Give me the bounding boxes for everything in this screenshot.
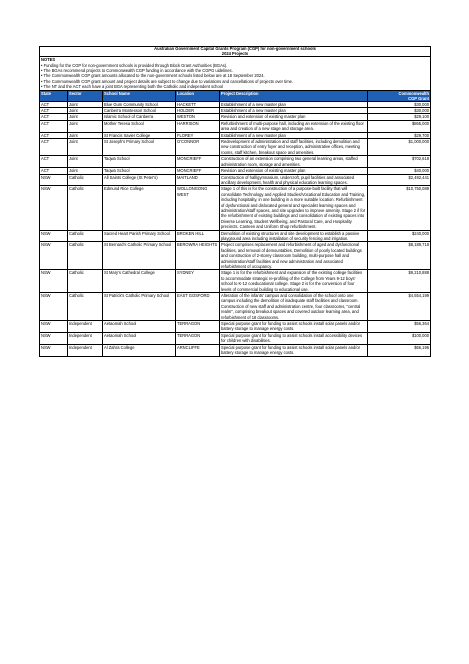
table-title-row: [40, 47, 431, 57]
cell-school-name: St Patrick's Catholic Primary School: [103, 293, 176, 321]
cell-location: SYDNEY: [176, 270, 220, 293]
table-row: [40, 174, 431, 186]
cell-project-description: Demolition of existing structures and site development to establish a passive playground area including installation of security fencing and irrigation.: [220, 230, 368, 242]
cell-state: NSW: [40, 332, 68, 344]
cell-state: NSW: [40, 293, 68, 321]
cell-grant: $240,000: [368, 230, 431, 242]
cell-grant: $100,000: [368, 332, 431, 344]
header-grant-line2: CGP Grant: [408, 95, 430, 101]
cell-project-description: Construction of hall/gymnasium, undercroft, pupil facilities and associated ancillary development, health and physical education learning spaces.: [220, 174, 368, 186]
cell-sector: Catholic: [68, 270, 103, 293]
notes-block: [40, 57, 431, 90]
header-project-description: Project Description: [220, 90, 368, 101]
cell-project-description: Establishment of a new master plan: [220, 108, 368, 114]
table-row: [40, 120, 431, 132]
cell-location: HACKETT: [176, 101, 220, 107]
cell-project-description: Stage 1 of this is for the construction of a purpose-built facility that will consolidate Technology and Applied Studies/Vocational Education and Training, including hospitality, in one building in a more suitable location. Refurbishment of dysfunctional and dislocated general and specialist learning spaces and administration/staff spaces, and site upgrades to improve amenity. Stage 2 if for the refurbishment of existing buildings and consolidation of existing spaces into Diverse Learning, Student Wellbeing, and Pastoral Care, and Hospitality precincts. Canteen and Uniform Shop refurbishment.: [220, 186, 368, 230]
cell-state: NSW: [40, 174, 68, 186]
cell-grant: $29,700: [368, 132, 431, 138]
cell-grant: $66,196: [368, 344, 431, 356]
cell-location: WOLLONGONG WEST: [176, 186, 220, 230]
cell-location: HOLDER: [176, 108, 220, 114]
cell-school-name: Taqwa School: [103, 156, 176, 168]
note-item: • The Commonwealth CGP grant amount and project details are subject to change due to variations and cancellations of projects over time.: [41, 78, 294, 84]
projects-table: [39, 46, 431, 357]
cell-sector: Joint: [68, 139, 103, 156]
cell-grant: $4,554,199: [368, 293, 431, 321]
cell-grant: $56,364: [368, 321, 431, 333]
cell-project-description: Refurbishment of multi-purpose hall, including an extension of the existing floor area and creation of a new stage and storage area.: [220, 120, 368, 132]
cell-location: WESTON: [176, 114, 220, 120]
cell-school-name: Canberra Montessori School: [103, 108, 176, 114]
cell-sector: Catholic: [68, 174, 103, 186]
cell-grant: $702,618: [368, 156, 431, 168]
header-grant: [368, 90, 431, 101]
cell-location: FLOREY: [176, 132, 220, 138]
cell-project-description: Revision and extension of existing master plan: [220, 168, 368, 174]
table-row: [40, 321, 431, 333]
cell-project-description: Project comprises replacement and refurbishment of aged and dysfunctional facilities, and removal of demountables. Demolition of poorly located buildings and construction of 2-storey classroom building, multi-purpose hall and administration/staff facilities and new administration and associated refurbishment of occupancy.: [220, 242, 368, 270]
cell-project-description: Establishment of a new master plan: [220, 101, 368, 107]
table-row: [40, 332, 431, 344]
cell-sector: Joint: [68, 156, 103, 168]
cell-school-name: Taqwa School: [103, 168, 176, 174]
cell-sector: Catholic: [68, 293, 103, 321]
cell-sector: Joint: [68, 132, 103, 138]
header-grant-line1: Commonwealth: [398, 90, 430, 96]
notes-row: [40, 57, 431, 90]
cell-state: NSW: [40, 186, 68, 230]
cell-location: TERRAGON: [176, 321, 220, 333]
cell-sector: Independent: [68, 321, 103, 333]
cell-project-description: Special purpose grant for funding to assist schools install solar panels and/or battery storage to manage energy costs.: [220, 344, 368, 356]
cell-grant: $10,750,089: [368, 186, 431, 230]
cell-project-description: Stage 1 is for the refurbishment and expansion of the existing college facilities to accommodate strategic re-profiling of the College from Years 9-12 boys' school to K-12 coeducational college. Stage 2 is for the conversion of four levels of commercial building to educational use.: [220, 270, 368, 293]
cell-grant: $1,000,000: [368, 139, 431, 156]
cell-sector: Catholic: [68, 242, 103, 270]
cell-school-name: Islamic School of Canberra: [103, 114, 176, 120]
cell-location: TERRAGON: [176, 332, 220, 344]
cell-school-name: St Bernard's Catholic Primary School: [103, 242, 176, 270]
cell-sector: Independent: [68, 332, 103, 344]
cell-state: ACT: [40, 120, 68, 132]
cell-school-name: St Joseph's Primary School: [103, 139, 176, 156]
cell-location: BROKEN HILL: [176, 230, 220, 242]
cell-grant: $865,000: [368, 120, 431, 132]
cell-school-name: Mother Teresa School: [103, 120, 176, 132]
note-item: • The NT and the ACT each have a joint BGA representing both the Catholic and independent school: [41, 84, 223, 90]
table-row: [40, 156, 431, 168]
table-row: [40, 242, 431, 270]
cell-state: ACT: [40, 139, 68, 156]
cell-grant: $30,000: [368, 108, 431, 114]
note-item: • Funding for the CGP for non-government schools is provided through Block Grant Authorities (BGAs).: [41, 62, 228, 68]
cell-sector: Joint: [68, 108, 103, 114]
cell-state: ACT: [40, 114, 68, 120]
cell-sector: Catholic: [68, 230, 103, 242]
cell-location: MAITLAND: [176, 174, 220, 186]
cell-state: NSW: [40, 344, 68, 356]
cell-project-description: Alteration of the infants' campus and consolidation of the school onto one campus including the demolition of inadequate staff facilities and classroom. Construction of new staff and administration centre, four classrooms, "central realm", comprising breakout spaces and covered outdoor learning area, and refurbishment of 18 classrooms.: [220, 293, 368, 321]
cell-sector: Joint: [68, 120, 103, 132]
table-title-line2: 2024 Projects: [221, 50, 249, 56]
cell-location: MONCRIEFF: [176, 168, 220, 174]
cell-grant: $2,492,441: [368, 174, 431, 186]
note-item: • The Commonwealth CGP grant amounts allocated to the non-government schools listed below are at 18 September 2024.: [41, 73, 265, 79]
cell-school-name: St Francis Xavier College: [103, 132, 176, 138]
cell-state: NSW: [40, 321, 68, 333]
cell-school-name: Sacred Heart Parish Primary School: [103, 230, 176, 242]
table-row: [40, 344, 431, 356]
cell-project-description: Revision and extension of existing master plan: [220, 114, 368, 120]
table-row: [40, 186, 431, 230]
cell-state: ACT: [40, 168, 68, 174]
cell-location: HARRISON: [176, 120, 220, 132]
cell-location: MONCRIEFF: [176, 156, 220, 168]
cell-location: BEROWRA HEIGHTS: [176, 242, 220, 270]
cell-grant: $30,000: [368, 101, 431, 107]
cell-school-name: St Mary's Cathedral College: [103, 270, 176, 293]
cell-project-description: Construction of an extension comprising two general learning areas, staffed administration room, storage and amenities.: [220, 156, 368, 168]
header-sector: Sector: [68, 90, 103, 101]
table-title: [40, 47, 431, 57]
cell-state: ACT: [40, 101, 68, 107]
cell-project-description: Establishment of a new master plan: [220, 132, 368, 138]
cell-grant: $8,189,718: [368, 242, 431, 270]
cell-school-name: All Saints College (St Peter's): [103, 174, 176, 186]
cell-state: ACT: [40, 156, 68, 168]
table-row: [40, 270, 431, 293]
cell-state: NSW: [40, 242, 68, 270]
cell-sector: Joint: [68, 168, 103, 174]
cell-sector: Joint: [68, 101, 103, 107]
cell-school-name: Blue Gum Community School: [103, 101, 176, 107]
cell-state: NSW: [40, 230, 68, 242]
header-state: State: [40, 90, 68, 101]
header-school-name: School Name: [103, 90, 176, 101]
table-row: [40, 139, 431, 156]
column-header-row: [40, 90, 431, 101]
cell-sector: Joint: [68, 114, 103, 120]
header-location: Location: [176, 90, 220, 101]
cell-sector: Independent: [68, 344, 103, 356]
cell-location: O'CONNOR: [176, 139, 220, 156]
note-item: • The BGAs recommend projects to Commonwealth CGP funding in accordance with the CGPG uidelines.: [41, 68, 233, 73]
cell-state: ACT: [40, 108, 68, 114]
table-row: [40, 230, 431, 242]
cell-grant: $40,000: [368, 168, 431, 174]
cell-sector: Catholic: [68, 186, 103, 230]
cell-project-description: Special purpose grant for funding to assist schools install solar panels and/or battery storage to manage energy costs.: [220, 321, 368, 333]
cell-state: NSW: [40, 270, 68, 293]
cell-school-name: Aetaomah School: [103, 321, 176, 333]
cell-grant: $9,210,888: [368, 270, 431, 293]
cell-school-name: Aetaomah School: [103, 332, 176, 344]
table-row: [40, 293, 431, 321]
document-page: [39, 46, 430, 357]
cell-school-name: Al Zahra College: [103, 344, 176, 356]
notes-heading: NOTES: [41, 57, 56, 63]
cell-grant: $29,100: [368, 114, 431, 120]
cell-project-description: Special purpose grant for funding to assist schools install accessibility devices for children with disabilities.: [220, 332, 368, 344]
cell-project-description: Redevelopment of administration and staff facilities, including demolition and new construction of entry foyer and reception, administrative offices, meeting rooms, staff kitchen, breakout space and amenities.: [220, 139, 368, 156]
cell-location: EAST GOSFORD: [176, 293, 220, 321]
cell-location: ARNCLIFFE: [176, 344, 220, 356]
cell-school-name: Edmund Rice College: [103, 186, 176, 230]
table-title-line1: Australian Government Capital Grants Program (CGP) for non-government schools: [154, 46, 316, 51]
cell-state: ACT: [40, 132, 68, 138]
